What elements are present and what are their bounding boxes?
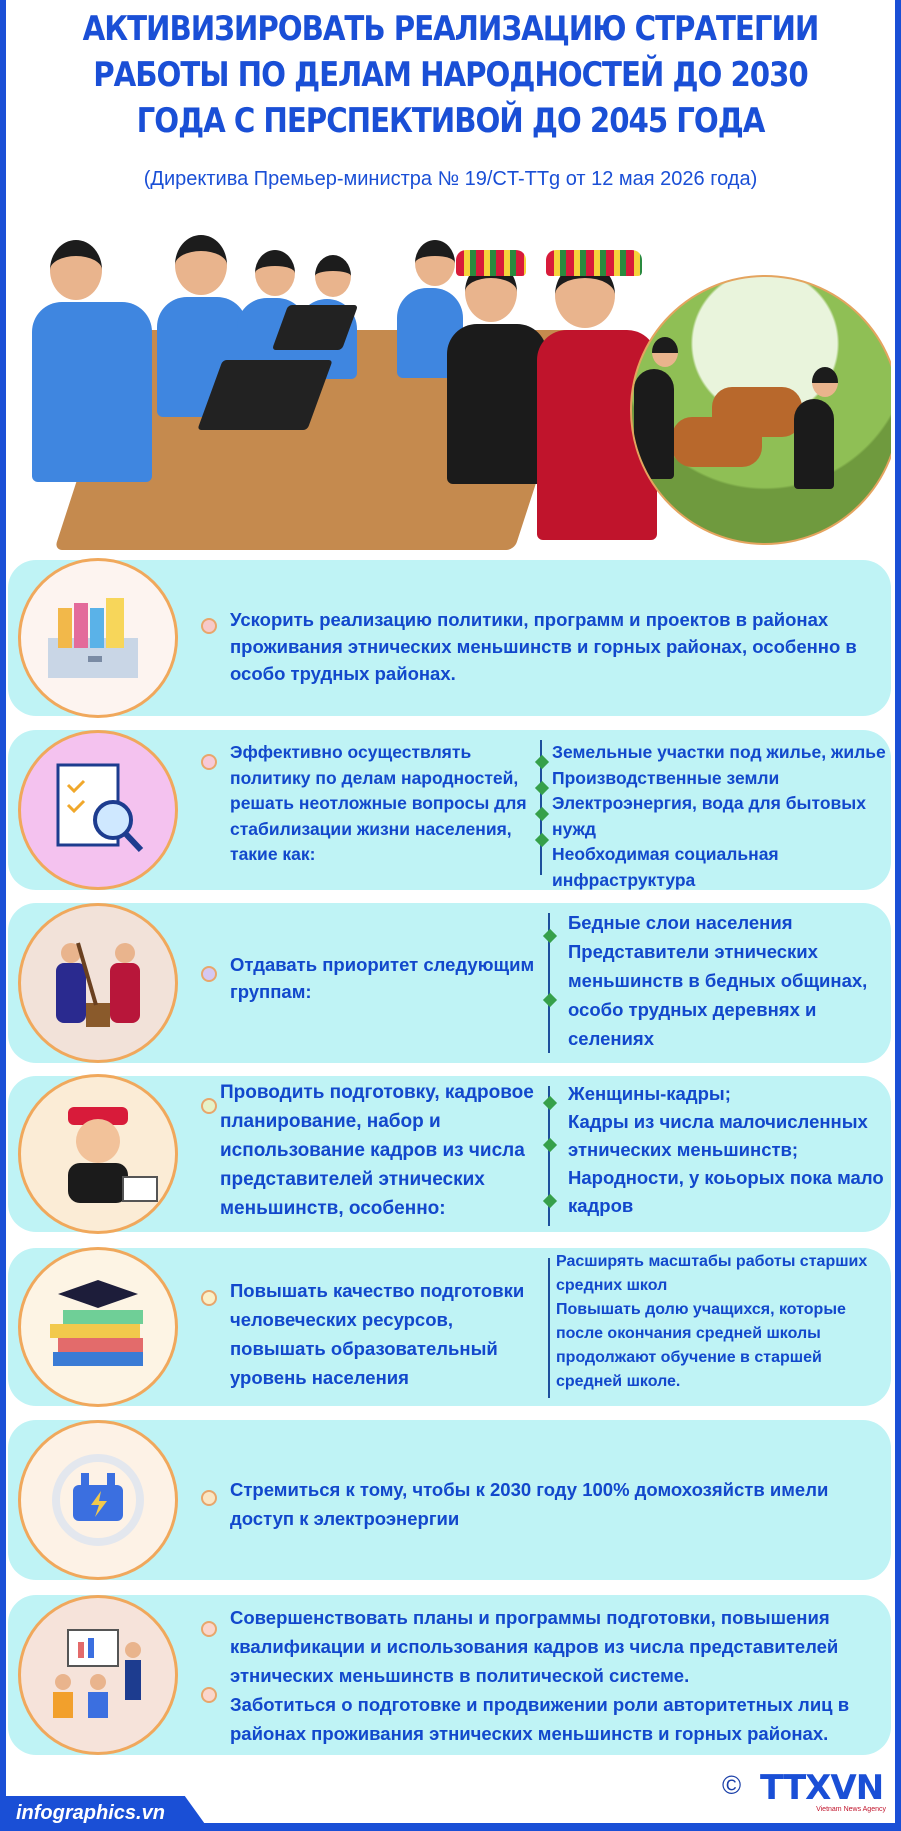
- card-list: [556, 1250, 891, 1394]
- list-item: Бедные слои населения: [568, 912, 793, 933]
- card-text: Проводить подготовку, кадровое планирование, набор и использование кадров из числа представителей этнических меньшинств, особенно:: [220, 1082, 534, 1219]
- electric-plug-icon: [18, 1420, 178, 1580]
- farmer-figure: [652, 337, 678, 479]
- card-list: [568, 1080, 888, 1220]
- divider-line: [548, 1258, 550, 1398]
- directive-card-4: [8, 1076, 891, 1232]
- copyright-symbol: ©: [722, 1770, 742, 1800]
- bullet-diamond: [543, 1096, 557, 1110]
- bullet-dot: [201, 1490, 217, 1506]
- list-item: Кадры из числа малочисленных этнических меньшинств;: [568, 1111, 868, 1160]
- card-list: [568, 908, 883, 1053]
- page-subtitle: (Директива Премьер-министра № 19/CT-TTg от 12 мая 2026 года): [143, 168, 758, 190]
- cow-icon: [672, 417, 762, 467]
- card-text: Эффективно осуществлять политику по делам народностей, решать неотложные вопросы для стабилизации жизни населения, такие как:: [230, 742, 527, 864]
- list-item: Необходимая социальная инфраструктура: [552, 844, 779, 890]
- farm-photo: [630, 275, 891, 545]
- directive-card-7: [8, 1595, 891, 1755]
- card-text: [230, 1603, 870, 1748]
- ethnic-woman-figure: [465, 250, 547, 484]
- villagers-pounding-rice-icon: [18, 903, 178, 1063]
- document-magnifier-icon: [18, 730, 178, 890]
- books-graduation-cap-icon: [18, 1247, 178, 1407]
- bullet-dot: [201, 1621, 217, 1637]
- directive-card-2: [8, 730, 891, 890]
- hero-illustration: [10, 210, 891, 550]
- logo-text: TTXVN: [760, 1768, 884, 1808]
- bullet-diamond: [543, 1138, 557, 1152]
- list-item: Представители этнических меньшинств в бедных общинах, особо трудных деревнях и селениях: [568, 941, 868, 1049]
- site-link[interactable]: infographics.vn: [16, 1802, 165, 1824]
- logo-subtext: Vietnam News Agency: [816, 1806, 886, 1813]
- bullet-dot: [201, 754, 217, 770]
- bullet-dot: [201, 618, 217, 634]
- bullet-dot: [201, 1687, 217, 1703]
- card-text-part-2: Заботиться о подготовке и продвижении роли авторитетных лиц в районах проживания этнических меньшинств и горных районах.: [230, 1694, 850, 1744]
- list-item: Расширять масштабы работы старших средних школ: [556, 1253, 868, 1294]
- directive-card-5: [8, 1248, 891, 1406]
- list-item: Электроэнергия, вода для бытовых нужд: [552, 793, 866, 839]
- officer-figure: [50, 240, 152, 482]
- card-text-part-1: Совершенствовать планы и программы подготовки, повышения квалификации и использования кадров из числа представителей этнических меньшинств в политической системе.: [230, 1607, 839, 1686]
- bullet-diamond: [543, 929, 557, 943]
- list-item: Женщины-кадры;: [568, 1083, 731, 1104]
- directive-card-3: [8, 903, 891, 1063]
- card-text: Ускорить реализацию политики, программ и проектов в районах проживания этнических меньшинств и горных районах, особенно в особо трудных районах.: [230, 609, 857, 684]
- bullet-diamond: [543, 1194, 557, 1208]
- list-item: Производственные земли: [552, 767, 780, 788]
- page-title: АКТИВИЗИРОВАТЬ РЕАЛИЗАЦИЮ СТРАТЕГИИ РАБОТЫ ПО ДЕЛАМ НАРОДНОСТЕЙ ДО 2030 ГОДА С ПЕРСПЕКТИВОЙ ДО 2045 ГОДА: [82, 9, 819, 141]
- list-item: Народности, у коьорых пока мало кадров: [568, 1167, 884, 1216]
- card-list: [552, 740, 887, 893]
- ttxvn-logo: [760, 1770, 886, 1816]
- card-text: Отдавать приоритет следующим группам:: [230, 954, 535, 1002]
- list-item: Повышать долю учащихся, которые после окончания средней школы продолжают обучение в старшей средней школе.: [556, 1301, 846, 1390]
- bullet-dot: [201, 1098, 217, 1114]
- directive-card-6: [8, 1420, 891, 1580]
- card-text: Повышать качество подготовки человеческих ресурсов, повышать образовательный уровень населения: [230, 1280, 525, 1388]
- farmer-figure: [812, 367, 838, 489]
- list-item: Земельные участки под жилье, жилье: [552, 742, 886, 762]
- bullet-dot: [201, 1290, 217, 1306]
- card-text: Стремиться к тому, чтобы к 2030 году 100% домохозяйств имели доступ к электроэнергии: [230, 1479, 829, 1529]
- file-drawer-icon: [18, 558, 178, 718]
- directive-card-1: [8, 560, 891, 716]
- bullet-dot: [201, 966, 217, 982]
- presentation-meeting-icon: [18, 1595, 178, 1755]
- ethnic-woman-training-icon: [18, 1074, 178, 1234]
